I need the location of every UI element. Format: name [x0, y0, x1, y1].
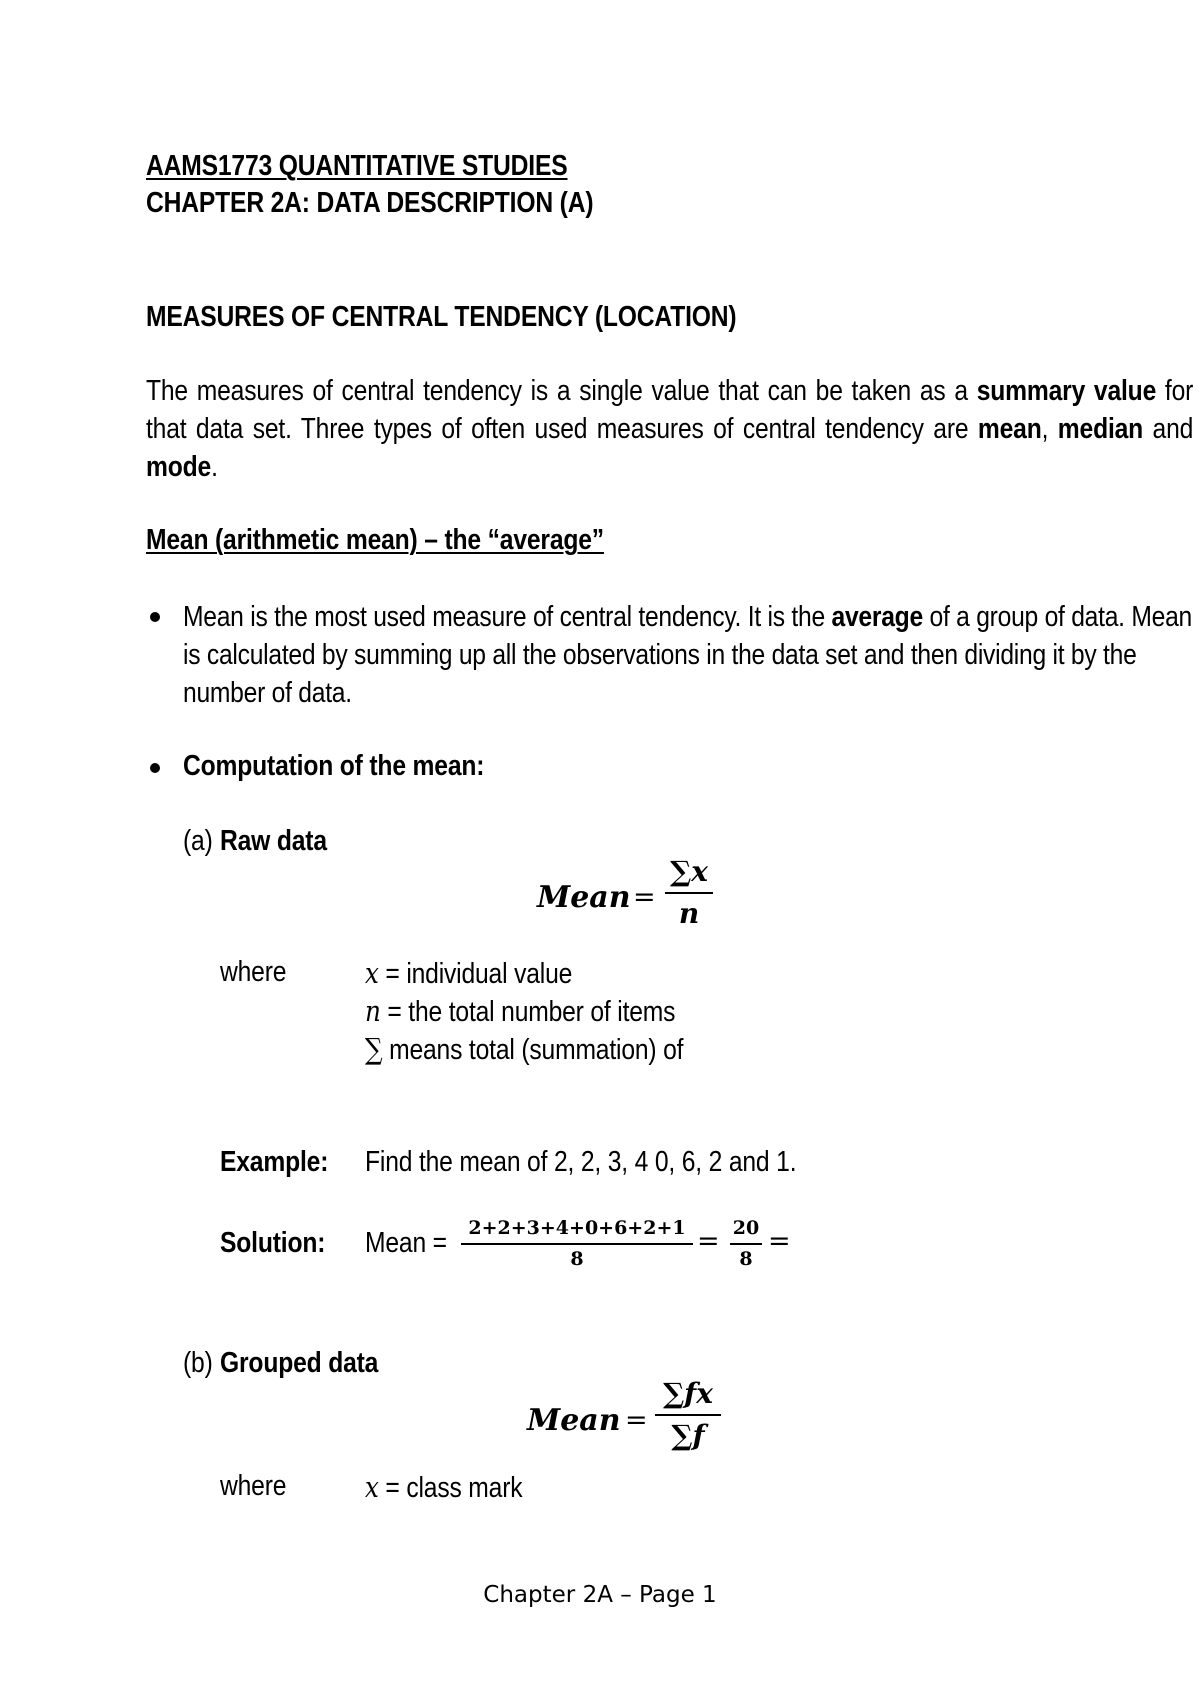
- raw-formula-numerator: ∑x: [670, 855, 708, 888]
- solution-denominator-2: 8: [739, 1248, 753, 1270]
- raw-data-label: (a): [183, 825, 213, 857]
- grouped-formula-denominator: ∑f: [671, 1419, 705, 1452]
- section-title: MEASURES OF CENTRAL TENDENCY (LOCATION): [146, 301, 737, 333]
- mean-heading: Mean (arithmetic mean) – the “average”: [146, 524, 604, 556]
- example-text: Find the mean of 2, 2, 3, 4 0, 6, 2 and 1.: [365, 1146, 797, 1178]
- fraction-bar: [461, 1243, 693, 1245]
- fraction-bar: [665, 892, 713, 894]
- solution-denominator-1: 8: [570, 1248, 584, 1270]
- raw-formula-lhs: Mean: [537, 880, 631, 915]
- grouped-formula-fraction: [655, 1377, 721, 1452]
- def-sigma: ∑ means total (summation) of: [365, 1032, 684, 1066]
- chapter-title: CHAPTER 2A: DATA DESCRIPTION (A): [146, 187, 594, 219]
- solution-fraction-2: [730, 1219, 762, 1269]
- intro-paragraph: The measures of central tendency is a single value that can be taken as a summary value for that data set. Three types of often used measures of central tendency are mean, median and mode.: [146, 375, 1194, 483]
- solution-label: Solution:: [220, 1227, 326, 1259]
- solution-equals-1: =: [697, 1226, 720, 1257]
- fraction-bar: [730, 1243, 762, 1245]
- grouped-formula-numerator: ∑fx: [663, 1377, 713, 1410]
- fraction-bar: [655, 1414, 721, 1416]
- solution-prefix: Mean =: [365, 1227, 447, 1259]
- solution-numerator-1: 2+2+3+4+0+6+2+1: [468, 1217, 686, 1239]
- solution-numerator-2: 20: [732, 1217, 760, 1239]
- def-n: n = the total number of items: [365, 994, 676, 1028]
- example-label: Example:: [220, 1146, 329, 1178]
- solution-equals-2: =: [768, 1226, 791, 1257]
- grouped-formula-equals: =: [625, 1405, 648, 1436]
- raw-formula-equals: =: [633, 882, 656, 913]
- bullet-1-text: Mean is the most used measure of central tendency. It is the average of a group of data. Mean is calculated by summing up all the observations in the data set and then dividing it by the number of data.: [183, 601, 1193, 709]
- raw-where-label: where: [220, 956, 287, 988]
- bullet-2-dot: [150, 763, 160, 773]
- solution-fraction-1: [461, 1219, 693, 1269]
- course-title: AAMS1773 QUANTITATIVE STUDIES: [146, 150, 568, 182]
- grouped-where-label: where: [220, 1470, 287, 1502]
- def-class-mark: x = class mark: [365, 1470, 523, 1504]
- raw-formula-fraction: [665, 855, 713, 930]
- raw-formula-denominator: n: [678, 897, 700, 930]
- grouped-formula-lhs: Mean: [527, 1403, 621, 1438]
- bullet-1-dot: [150, 612, 160, 622]
- raw-data-title: Raw data: [220, 825, 327, 857]
- page-footer: Chapter 2A – Page 1: [483, 1582, 717, 1608]
- computation-heading: Computation of the mean:: [183, 750, 485, 782]
- grouped-data-title: Grouped data: [220, 1347, 379, 1379]
- def-x: x = individual value: [365, 956, 573, 990]
- grouped-data-label: (b): [183, 1347, 213, 1379]
